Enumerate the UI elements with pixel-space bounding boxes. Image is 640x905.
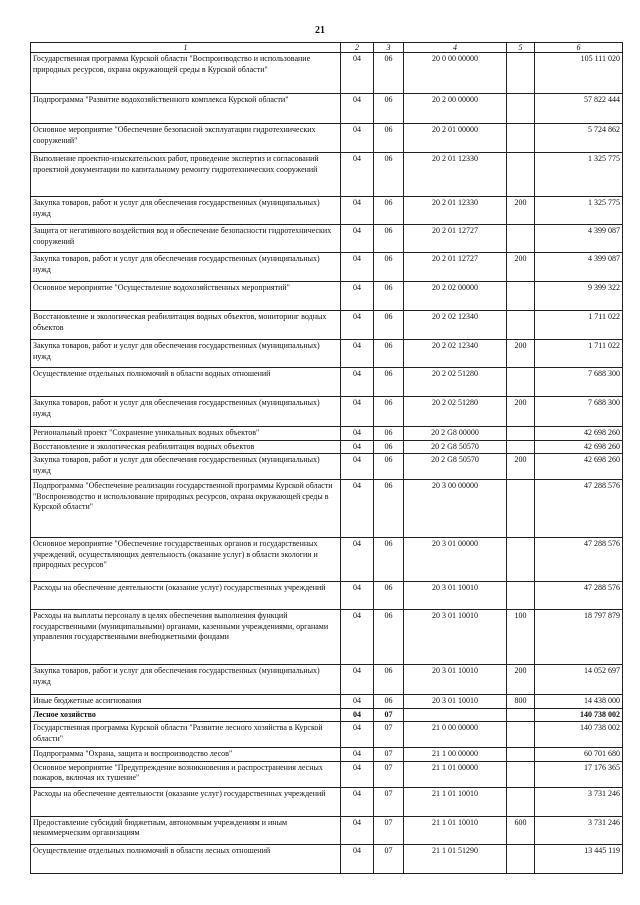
row-amount: 4 399 087 [535, 253, 623, 282]
row-amount: 13 445 119 [535, 844, 623, 873]
row-target-article: 20 2 02 00000 [404, 282, 507, 311]
row-target-article: 21 1 00 00000 [404, 748, 507, 762]
row-name: Расходы на выплаты персоналу в целях обеспечения выполнения функций государственными (муниципальными) органами, казенными учреждениями, органами управления государственными внебюджетными фондами [31, 610, 341, 665]
row-amount: 140 738 002 [535, 722, 623, 748]
row-expense-type [507, 748, 535, 762]
row-expense-type [507, 311, 535, 340]
row-subsection: 06 [374, 610, 404, 665]
row-section: 04 [341, 748, 374, 762]
row-expense-type [507, 440, 535, 454]
row-section: 04 [341, 124, 374, 153]
row-target-article: 20 3 01 00000 [404, 538, 507, 582]
table-row [31, 340, 623, 368]
table-row [31, 282, 623, 311]
row-target-article: 20 2 G8 50570 [404, 440, 507, 454]
table-row [31, 94, 623, 124]
row-section: 04 [341, 708, 374, 722]
row-section: 04 [341, 722, 374, 748]
row-subsection: 06 [374, 480, 404, 538]
row-expense-type [507, 124, 535, 153]
row-name: Выполнение проектно-изыскательских работ, проведение экспертиз и согласований проектной документации по капитальному ремонту гидротехнических сооружений [31, 153, 341, 197]
row-section: 04 [341, 368, 374, 397]
row-name: Иные бюджетные ассигнования [31, 695, 341, 709]
table-row [31, 582, 623, 610]
row-name: Государственная программа Курской области "Воспроизводство и использование природных ресурсов, охрана окружающей среды в Курской области" [31, 53, 341, 94]
row-target-article [404, 708, 507, 722]
row-subsection: 07 [374, 787, 404, 816]
row-expense-type: 800 [507, 695, 535, 709]
table-row [31, 844, 623, 873]
row-amount: 57 822 444 [535, 94, 623, 124]
column-header-1: 1 [31, 43, 341, 53]
row-section: 04 [341, 610, 374, 665]
table-row [31, 311, 623, 340]
row-section: 04 [341, 816, 374, 844]
table-row [31, 225, 623, 253]
row-section: 04 [341, 480, 374, 538]
row-subsection: 07 [374, 708, 404, 722]
row-expense-type [507, 53, 535, 94]
row-amount: 47 288 576 [535, 582, 623, 610]
row-subsection: 07 [374, 844, 404, 873]
row-section: 04 [341, 787, 374, 816]
row-expense-type [507, 480, 535, 538]
table-body [31, 53, 623, 874]
row-subsection: 06 [374, 440, 404, 454]
row-name: Основное мероприятие "Осуществление водохозяйственных мероприятий" [31, 282, 341, 311]
row-expense-type [507, 582, 535, 610]
row-expense-type [507, 427, 535, 441]
row-name: Предоставление субсидий бюджетным, автономным учреждениям и иным некоммерческим организациям [31, 816, 341, 844]
row-target-article: 20 3 01 10010 [404, 610, 507, 665]
row-target-article: 20 3 01 10010 [404, 582, 507, 610]
row-section: 04 [341, 397, 374, 427]
row-target-article: 20 2 02 51280 [404, 397, 507, 427]
column-header-6: 6 [535, 43, 623, 53]
row-section: 04 [341, 94, 374, 124]
table-row [31, 761, 623, 787]
row-expense-type [507, 282, 535, 311]
row-section: 04 [341, 253, 374, 282]
row-section: 04 [341, 761, 374, 787]
table-row [31, 440, 623, 454]
row-amount: 18 797 879 [535, 610, 623, 665]
table-row [31, 708, 623, 722]
row-amount: 14 438 000 [535, 695, 623, 709]
table-row [31, 722, 623, 748]
table-row [31, 787, 623, 816]
table-row [31, 454, 623, 480]
row-amount: 7 688 300 [535, 397, 623, 427]
row-subsection: 06 [374, 311, 404, 340]
table-row [31, 368, 623, 397]
row-amount: 140 738 002 [535, 708, 623, 722]
row-name: Государственная программа Курской области "Развитие лесного хозяйства в Курской области" [31, 722, 341, 748]
row-subsection: 06 [374, 695, 404, 709]
row-section: 04 [341, 582, 374, 610]
column-header-3: 3 [374, 43, 404, 53]
table-row [31, 748, 623, 762]
row-name: Подпрограмма "Охрана, защита и воспроизводство лесов" [31, 748, 341, 762]
row-section: 04 [341, 538, 374, 582]
row-name: Закупка товаров, работ и услуг для обеспечения государственных (муниципальных) нужд [31, 397, 341, 427]
row-subsection: 06 [374, 153, 404, 197]
table-row [31, 695, 623, 709]
row-name: Региональный проект "Сохранение уникальных водных объектов" [31, 427, 341, 441]
row-name: Подпрограмма "Развитие водохозяйственного комплекса Курской области" [31, 94, 341, 124]
table-row [31, 53, 623, 94]
row-expense-type: 200 [507, 340, 535, 368]
row-name: Осуществление отдельных полномочий в области лесных отношений [31, 844, 341, 873]
column-header-4: 4 [404, 43, 507, 53]
row-target-article: 21 0 00 00000 [404, 722, 507, 748]
row-section: 04 [341, 225, 374, 253]
row-expense-type [507, 708, 535, 722]
row-target-article: 20 2 01 12330 [404, 153, 507, 197]
row-name: Закупка товаров, работ и услуг для обеспечения государственных (муниципальных) нужд [31, 197, 341, 225]
row-amount: 5 724 862 [535, 124, 623, 153]
row-subsection: 07 [374, 748, 404, 762]
row-subsection: 06 [374, 397, 404, 427]
row-expense-type [507, 761, 535, 787]
row-expense-type [507, 153, 535, 197]
row-amount: 7 688 300 [535, 368, 623, 397]
row-name: Закупка товаров, работ и услуг для обеспечения государственных (муниципальных) нужд [31, 253, 341, 282]
column-header-2: 2 [341, 43, 374, 53]
row-name: Основное мероприятие "Обеспечение государственных органов и государственных учреждений, осуществляющих деятельность (оказание услуг) в области экологии и природных ресурсов" [31, 538, 341, 582]
row-name: Осуществление отдельных полномочий в области водных отношений [31, 368, 341, 397]
row-subsection: 06 [374, 94, 404, 124]
row-name: Закупка товаров, работ и услуг для обеспечения государственных (муниципальных) нужд [31, 340, 341, 368]
row-name: Защита от негативного воздействия вод и обеспечение безопасности гидротехнических сооружений [31, 225, 341, 253]
row-subsection: 07 [374, 722, 404, 748]
row-amount: 60 701 680 [535, 748, 623, 762]
row-subsection: 06 [374, 282, 404, 311]
row-expense-type [507, 368, 535, 397]
row-expense-type: 200 [507, 665, 535, 695]
row-amount: 1 325 775 [535, 197, 623, 225]
page-number: 21 [315, 25, 325, 36]
row-section: 04 [341, 427, 374, 441]
row-target-article: 20 2 00 00000 [404, 94, 507, 124]
table-row [31, 816, 623, 844]
row-amount: 3 731 246 [535, 816, 623, 844]
row-subsection: 06 [374, 340, 404, 368]
table-row [31, 538, 623, 582]
row-expense-type: 600 [507, 816, 535, 844]
row-name: Восстановление и экологическая реабилитация водных объектов, мониторинг водных объектов [31, 311, 341, 340]
row-target-article: 20 2 G8 00000 [404, 427, 507, 441]
row-expense-type: 200 [507, 253, 535, 282]
row-subsection: 07 [374, 761, 404, 787]
row-expense-type: 100 [507, 610, 535, 665]
row-amount: 47 288 576 [535, 480, 623, 538]
row-amount: 42 698 260 [535, 440, 623, 454]
row-subsection: 06 [374, 368, 404, 397]
row-amount: 42 698 260 [535, 454, 623, 480]
row-target-article: 21 1 01 10010 [404, 816, 507, 844]
row-target-article: 20 2 02 51280 [404, 368, 507, 397]
row-amount: 42 698 260 [535, 427, 623, 441]
row-name: Расходы на обеспечение деятельности (оказание услуг) государственных учреждений [31, 787, 341, 816]
table-row [31, 397, 623, 427]
row-section: 04 [341, 282, 374, 311]
table-row [31, 665, 623, 695]
table-row [31, 610, 623, 665]
row-section: 04 [341, 153, 374, 197]
row-subsection: 06 [374, 225, 404, 253]
budget-table [30, 42, 623, 874]
table-row [31, 480, 623, 538]
row-subsection: 06 [374, 538, 404, 582]
row-subsection: 06 [374, 454, 404, 480]
row-subsection: 06 [374, 124, 404, 153]
table-row [31, 253, 623, 282]
row-section: 04 [341, 454, 374, 480]
row-target-article: 20 3 01 10010 [404, 665, 507, 695]
row-amount: 1 325 775 [535, 153, 623, 197]
row-section: 04 [341, 440, 374, 454]
row-target-article: 20 2 01 12727 [404, 253, 507, 282]
row-expense-type [507, 225, 535, 253]
budget-table-container [30, 42, 622, 874]
row-expense-type [507, 538, 535, 582]
row-target-article: 20 3 01 10010 [404, 695, 507, 709]
row-amount: 1 711 022 [535, 340, 623, 368]
row-subsection: 06 [374, 253, 404, 282]
row-target-article: 20 2 02 12340 [404, 340, 507, 368]
row-amount: 47 288 576 [535, 538, 623, 582]
row-subsection: 06 [374, 197, 404, 225]
row-subsection: 07 [374, 816, 404, 844]
row-section: 04 [341, 197, 374, 225]
row-name: Подпрограмма "Обеспечение реализации государственной программы Курской области "Воспроизводство и использование природных ресурсов, охрана окружающей среды в Курской области" [31, 480, 341, 538]
row-subsection: 06 [374, 427, 404, 441]
row-target-article: 20 2 G8 50570 [404, 454, 507, 480]
row-amount: 17 176 365 [535, 761, 623, 787]
row-expense-type: 200 [507, 397, 535, 427]
row-name: Восстановление и экологическая реабилитация водных объектов [31, 440, 341, 454]
row-target-article: 20 2 01 12727 [404, 225, 507, 253]
row-amount: 14 052 697 [535, 665, 623, 695]
row-amount: 105 111 020 [535, 53, 623, 94]
row-target-article: 20 0 00 00000 [404, 53, 507, 94]
row-amount: 3 731 246 [535, 787, 623, 816]
table-row [31, 197, 623, 225]
row-expense-type [507, 94, 535, 124]
row-expense-type: 200 [507, 197, 535, 225]
row-name: Основное мероприятие "Обеспечение безопасной эксплуатации гидротехнических сооружений" [31, 124, 341, 153]
row-amount: 4 399 087 [535, 225, 623, 253]
row-section: 04 [341, 311, 374, 340]
row-target-article: 20 2 02 12340 [404, 311, 507, 340]
row-section: 04 [341, 340, 374, 368]
row-amount: 1 711 022 [535, 311, 623, 340]
row-amount: 9 399 322 [535, 282, 623, 311]
row-section: 04 [341, 665, 374, 695]
row-target-article: 20 2 01 00000 [404, 124, 507, 153]
row-expense-type [507, 844, 535, 873]
row-subsection: 06 [374, 665, 404, 695]
row-section: 04 [341, 844, 374, 873]
row-expense-type [507, 722, 535, 748]
row-name: Закупка товаров, работ и услуг для обеспечения государственных (муниципальных) нужд [31, 454, 341, 480]
row-name: Основное мероприятие "Предупреждение возникновения и распространения лесных пожаров, включая их тушение" [31, 761, 341, 787]
row-subsection: 06 [374, 53, 404, 94]
row-expense-type: 200 [507, 454, 535, 480]
row-section: 04 [341, 53, 374, 94]
table-row [31, 124, 623, 153]
row-target-article: 21 1 01 00000 [404, 761, 507, 787]
row-target-article: 20 2 01 12330 [404, 197, 507, 225]
row-target-article: 20 3 00 00000 [404, 480, 507, 538]
row-name: Лесное хозяйство [31, 708, 341, 722]
row-target-article: 21 1 01 10010 [404, 787, 507, 816]
row-name: Расходы на обеспечение деятельности (оказание услуг) государственных учреждений [31, 582, 341, 610]
row-name: Закупка товаров, работ и услуг для обеспечения государственных (муниципальных) нужд [31, 665, 341, 695]
row-section: 04 [341, 695, 374, 709]
row-expense-type [507, 787, 535, 816]
row-subsection: 06 [374, 582, 404, 610]
row-target-article: 21 1 01 51290 [404, 844, 507, 873]
column-header-5: 5 [507, 43, 535, 53]
table-row [31, 153, 623, 197]
header-row [31, 43, 623, 53]
table-row [31, 427, 623, 441]
